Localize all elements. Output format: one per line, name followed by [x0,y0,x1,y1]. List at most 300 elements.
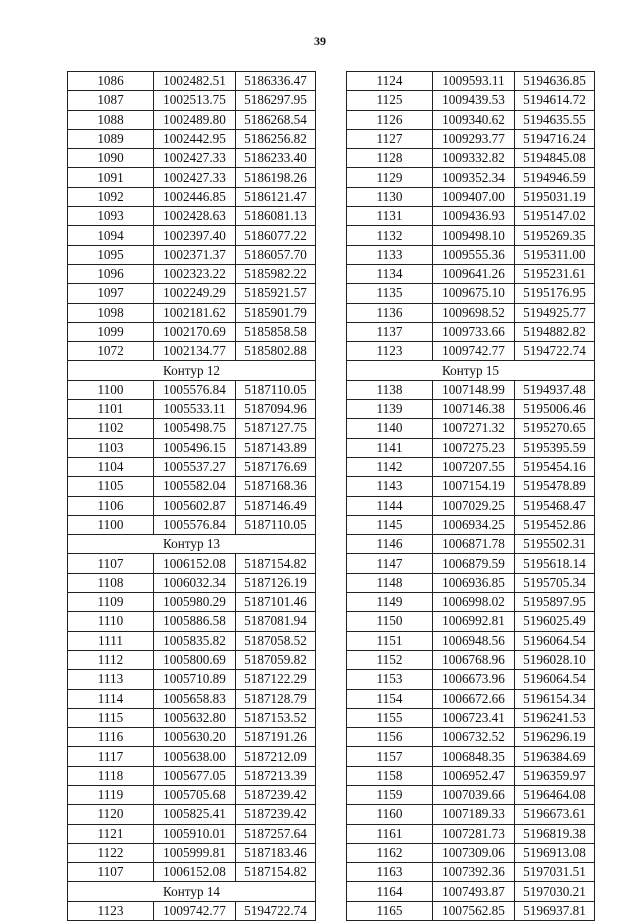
point-number: 1126 [347,110,433,129]
coordinate-y: 5195454.16 [515,457,595,476]
point-number: 1108 [68,573,154,592]
point-number: 1124 [347,72,433,91]
coordinate-x: 1009733.66 [433,322,515,341]
coordinate-y: 5196464.08 [515,785,595,804]
table-row [347,554,595,573]
contour-title: Контур 12 [68,361,316,380]
point-number: 1131 [347,207,433,226]
coordinate-y: 5186057.70 [236,245,316,264]
point-number: 1141 [347,438,433,457]
coordinate-y: 5187110.05 [236,380,316,399]
table-row [347,535,595,554]
coordinate-y: 5187094.96 [236,400,316,419]
point-number: 1113 [68,670,154,689]
coordinate-x: 1002371.37 [154,245,236,264]
table-row [347,670,595,689]
coordinate-x: 1005537.27 [154,457,236,476]
table-row [68,149,316,168]
point-number: 1156 [347,728,433,747]
table-row [68,168,316,187]
table-row [68,573,316,592]
point-number: 1090 [68,149,154,168]
coordinate-x: 1005980.29 [154,593,236,612]
coordinate-y: 5187176.69 [236,457,316,476]
coordinate-y: 5194937.48 [515,380,595,399]
coordinate-x: 1006934.25 [433,515,515,534]
point-number: 1147 [347,554,433,573]
table-row [68,284,316,303]
coordinate-x: 1009439.53 [433,91,515,110]
point-number: 1114 [68,689,154,708]
coordinate-y: 5187212.09 [236,747,316,766]
coordinate-x: 1009436.93 [433,207,515,226]
point-number: 1164 [347,882,433,901]
point-number: 1143 [347,477,433,496]
point-number: 1116 [68,728,154,747]
coordinate-x: 1006152.08 [154,554,236,573]
table-row [347,380,595,399]
coordinate-y: 5187191.26 [236,728,316,747]
coordinate-y: 5194716.24 [515,129,595,148]
coordinate-y: 5195006.46 [515,400,595,419]
table-row [347,805,595,824]
table-row [68,245,316,264]
coordinate-x: 1006032.34 [154,573,236,592]
coordinate-x: 1007562.85 [433,901,515,920]
coordinate-y: 5196296.19 [515,728,595,747]
coordinate-x: 1009742.77 [154,901,236,920]
coordinate-y: 5186081.13 [236,207,316,226]
table-row [68,689,316,708]
table-row [347,689,595,708]
table-row [68,766,316,785]
coordinate-x: 1005835.82 [154,631,236,650]
coordinate-x: 1005630.20 [154,728,236,747]
point-number: 1097 [68,284,154,303]
table-row [347,843,595,862]
point-number: 1157 [347,747,433,766]
coordinate-x: 1009555.36 [433,245,515,264]
coordinate-y: 5196064.54 [515,631,595,650]
contour-title: Контур 14 [68,882,316,901]
table-row [347,631,595,650]
coordinate-y: 5196241.53 [515,708,595,727]
coordinate-x: 1009340.62 [433,110,515,129]
coordinate-y: 5185802.88 [236,342,316,361]
coordinate-y: 5194946.59 [515,168,595,187]
coordinate-y: 5196154.34 [515,689,595,708]
coordinate-x: 1006672.66 [433,689,515,708]
coordinate-y: 5196028.10 [515,650,595,669]
table-row [68,593,316,612]
coordinate-x: 1009641.26 [433,264,515,283]
coordinate-x: 1006152.08 [154,863,236,882]
point-number: 1094 [68,226,154,245]
coordinates-table-right-body [347,72,595,921]
table-row [347,882,595,901]
coordinate-x: 1009742.77 [433,342,515,361]
point-number: 1130 [347,187,433,206]
point-number: 1153 [347,670,433,689]
coordinate-x: 1006848.35 [433,747,515,766]
point-number: 1133 [347,245,433,264]
coordinate-x: 1009675.10 [433,284,515,303]
contour-header-row [68,882,316,901]
coordinate-x: 1005638.00 [154,747,236,766]
coordinate-y: 5195452.86 [515,515,595,534]
table-row [68,728,316,747]
coordinate-y: 5196819.38 [515,824,595,843]
table-row [68,670,316,689]
coordinate-y: 5195468.47 [515,496,595,515]
coordinate-x: 1007207.55 [433,457,515,476]
table-row [68,457,316,476]
coordinate-x: 1007275.23 [433,438,515,457]
point-number: 1088 [68,110,154,129]
coordinate-x: 1005999.81 [154,843,236,862]
point-number: 1146 [347,535,433,554]
coordinate-y: 5187153.52 [236,708,316,727]
point-number: 1121 [68,824,154,843]
table-row [68,264,316,283]
point-number: 1100 [68,380,154,399]
table-row [347,303,595,322]
table-row [68,708,316,727]
table-row [68,72,316,91]
coordinate-x: 1002134.77 [154,342,236,361]
point-number: 1123 [347,342,433,361]
coordinate-y: 5186233.40 [236,149,316,168]
table-row [68,785,316,804]
coordinate-x: 1009498.10 [433,226,515,245]
coordinate-x: 1002249.29 [154,284,236,303]
coordinate-x: 1006871.78 [433,535,515,554]
coordinate-y: 5186077.22 [236,226,316,245]
coordinate-x: 1005705.68 [154,785,236,804]
coordinate-y: 5187183.46 [236,843,316,862]
coordinate-x: 1002427.33 [154,168,236,187]
coordinates-table-left-body [68,72,316,921]
table-row [347,72,595,91]
coordinate-y: 5195269.35 [515,226,595,245]
table-row [347,496,595,515]
coordinate-y: 5194636.85 [515,72,595,91]
table-row [68,342,316,361]
point-number: 1102 [68,419,154,438]
table-row [347,457,595,476]
point-number: 1161 [347,824,433,843]
table-row [68,612,316,631]
coordinate-x: 1007189.33 [433,805,515,824]
point-number: 1123 [68,901,154,920]
point-number: 1120 [68,805,154,824]
coordinate-y: 5195897.95 [515,593,595,612]
table-row [68,438,316,457]
point-number: 1112 [68,650,154,669]
coordinate-y: 5187059.82 [236,650,316,669]
point-number: 1111 [68,631,154,650]
coordinate-y: 5187143.89 [236,438,316,457]
coordinate-x: 1006732.52 [433,728,515,747]
point-number: 1101 [68,400,154,419]
table-row [347,650,595,669]
table-row [68,901,316,920]
table-row [68,322,316,341]
table-row [68,631,316,650]
table-row [347,187,595,206]
point-number: 1142 [347,457,433,476]
point-number: 1099 [68,322,154,341]
point-number: 1128 [347,149,433,168]
coordinate-x: 1002170.69 [154,322,236,341]
coordinate-x: 1005677.05 [154,766,236,785]
table-row [68,824,316,843]
table-row [347,612,595,631]
coordinate-y: 5186121.47 [236,187,316,206]
coordinate-x: 1005825.41 [154,805,236,824]
coordinate-x: 1002442.95 [154,129,236,148]
table-row [68,207,316,226]
coordinate-x: 1009293.77 [433,129,515,148]
coordinate-y: 5187127.75 [236,419,316,438]
table-row [68,843,316,862]
point-number: 1154 [347,689,433,708]
point-number: 1092 [68,187,154,206]
table-row [347,515,595,534]
coordinate-y: 5187128.79 [236,689,316,708]
point-number: 1148 [347,573,433,592]
table-row [68,747,316,766]
coordinate-x: 1006936.85 [433,573,515,592]
table-row [347,728,595,747]
coordinate-y: 5186256.82 [236,129,316,148]
coordinate-y: 5195270.65 [515,419,595,438]
coordinate-y: 5187081.94 [236,612,316,631]
point-number: 1104 [68,457,154,476]
page-number: 39 [314,34,326,48]
table-row [68,380,316,399]
coordinate-x: 1009407.00 [433,187,515,206]
coordinate-y: 5195502.31 [515,535,595,554]
contour-title: Контур 13 [68,535,316,554]
coordinate-y: 5195176.95 [515,284,595,303]
table-row [347,322,595,341]
coordinate-x: 1006768.96 [433,650,515,669]
coordinate-y: 5187146.49 [236,496,316,515]
coordinate-x: 1007392.36 [433,863,515,882]
table-row [68,496,316,515]
coordinate-x: 1002323.22 [154,264,236,283]
coordinate-x: 1002446.85 [154,187,236,206]
table-row [347,149,595,168]
point-number: 1107 [68,863,154,882]
coordinate-y: 5196913.08 [515,843,595,862]
coordinate-x: 1007148.99 [433,380,515,399]
coordinate-y: 5196064.54 [515,670,595,689]
contour-title: Контур 15 [347,361,595,380]
point-number: 1155 [347,708,433,727]
coordinate-x: 1009698.52 [433,303,515,322]
table-row [347,785,595,804]
coordinate-x: 1005533.11 [154,400,236,419]
point-number: 1151 [347,631,433,650]
coordinate-y: 5196673.61 [515,805,595,824]
coordinate-y: 5197030.21 [515,882,595,901]
coordinate-y: 5195618.14 [515,554,595,573]
coordinate-y: 5187213.39 [236,766,316,785]
point-number: 1091 [68,168,154,187]
coordinate-y: 5187058.52 [236,631,316,650]
point-number: 1089 [68,129,154,148]
coordinate-y: 5196025.49 [515,612,595,631]
coordinate-x: 1005576.84 [154,380,236,399]
coordinate-y: 5186297.95 [236,91,316,110]
coordinate-y: 5187110.05 [236,515,316,534]
coordinate-x: 1002181.62 [154,303,236,322]
coordinate-y: 5195478.89 [515,477,595,496]
coordinate-x: 1007271.32 [433,419,515,438]
table-row [68,863,316,882]
coordinate-x: 1009352.34 [433,168,515,187]
coordinate-x: 1005886.58 [154,612,236,631]
point-number: 1110 [68,612,154,631]
point-number: 1086 [68,72,154,91]
coordinate-x: 1007029.25 [433,496,515,515]
point-number: 1132 [347,226,433,245]
coordinate-y: 5185858.58 [236,322,316,341]
coordinate-y: 5187239.42 [236,805,316,824]
coordinate-x: 1007154.19 [433,477,515,496]
table-row [68,650,316,669]
contour-header-row [347,361,595,380]
point-number: 1150 [347,612,433,631]
contour-header-row [68,361,316,380]
point-number: 1136 [347,303,433,322]
point-number: 1135 [347,284,433,303]
point-number: 1163 [347,863,433,882]
table-row [347,91,595,110]
coordinate-x: 1005576.84 [154,515,236,534]
coordinate-y: 5185921.57 [236,284,316,303]
point-number: 1087 [68,91,154,110]
table-row [347,110,595,129]
point-number: 1129 [347,168,433,187]
table-row [347,207,595,226]
coordinate-x: 1005658.83 [154,689,236,708]
coordinate-x: 1009332.82 [433,149,515,168]
coordinate-x: 1005632.80 [154,708,236,727]
coordinate-x: 1007493.87 [433,882,515,901]
coordinate-y: 5187168.36 [236,477,316,496]
coordinate-x: 1006998.02 [433,593,515,612]
point-number: 1098 [68,303,154,322]
table-row [68,187,316,206]
coordinate-y: 5185901.79 [236,303,316,322]
coordinate-x: 1006879.59 [433,554,515,573]
coordinate-x: 1005910.01 [154,824,236,843]
table-row [347,863,595,882]
table-row [68,226,316,245]
table-row [68,400,316,419]
coordinates-table-left [67,71,316,921]
coordinate-x: 1006948.56 [433,631,515,650]
coordinate-x: 1007281.73 [433,824,515,843]
coordinate-x: 1006673.96 [433,670,515,689]
coordinate-x: 1006723.41 [433,708,515,727]
point-number: 1072 [68,342,154,361]
point-number: 1122 [68,843,154,862]
table-row [347,342,595,361]
coordinate-x: 1005602.87 [154,496,236,515]
table-row [347,747,595,766]
coordinate-x: 1005496.15 [154,438,236,457]
point-number: 1145 [347,515,433,534]
coordinate-x: 1002427.33 [154,149,236,168]
point-number: 1139 [347,400,433,419]
point-number: 1109 [68,593,154,612]
point-number: 1138 [347,380,433,399]
point-number: 1105 [68,477,154,496]
point-number: 1127 [347,129,433,148]
coordinate-x: 1007039.66 [433,785,515,804]
contour-header-row [68,535,316,554]
coordinate-x: 1009593.11 [433,72,515,91]
table-row [68,805,316,824]
coordinate-y: 5195031.19 [515,187,595,206]
table-row [347,708,595,727]
table-row [68,419,316,438]
point-number: 1106 [68,496,154,515]
coordinate-y: 5187257.64 [236,824,316,843]
table-row [347,766,595,785]
point-number: 1096 [68,264,154,283]
table-row [68,554,316,573]
table-row [68,303,316,322]
point-number: 1165 [347,901,433,920]
table-row [347,245,595,264]
coordinate-x: 1002428.63 [154,207,236,226]
coordinate-y: 5195231.61 [515,264,595,283]
point-number: 1149 [347,593,433,612]
coordinate-y: 5187239.42 [236,785,316,804]
table-row [68,91,316,110]
coordinate-y: 5194722.74 [236,901,316,920]
coordinate-x: 1007309.06 [433,843,515,862]
point-number: 1117 [68,747,154,766]
coordinate-y: 5186336.47 [236,72,316,91]
point-number: 1140 [347,419,433,438]
coordinate-y: 5194722.74 [515,342,595,361]
point-number: 1162 [347,843,433,862]
coordinate-x: 1002397.40 [154,226,236,245]
point-number: 1095 [68,245,154,264]
point-number: 1125 [347,91,433,110]
coordinate-x: 1006952.47 [433,766,515,785]
coordinate-y: 5194845.08 [515,149,595,168]
coordinate-y: 5195705.34 [515,573,595,592]
coordinate-y: 5197031.51 [515,863,595,882]
table-row [347,129,595,148]
point-number: 1093 [68,207,154,226]
point-number: 1152 [347,650,433,669]
table-row [347,168,595,187]
coordinate-x: 1006992.81 [433,612,515,631]
coordinate-x: 1005710.89 [154,670,236,689]
coordinate-x: 1002513.75 [154,91,236,110]
table-row [347,419,595,438]
coordinate-y: 5186268.54 [236,110,316,129]
table-row [347,226,595,245]
